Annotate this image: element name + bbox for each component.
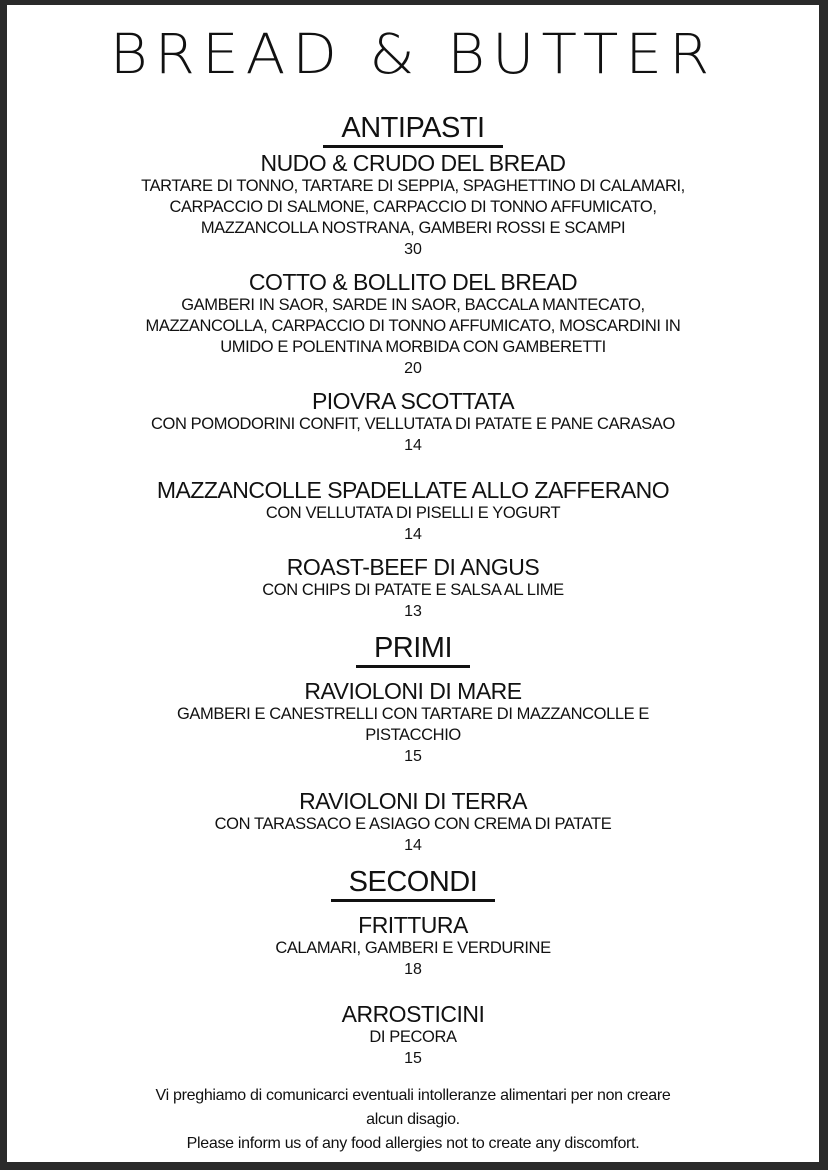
description-line: CON CHIPS DI PATATE E SALSA AL LIME [262, 581, 564, 599]
description-line: DI PECORA [369, 1028, 457, 1046]
menu-item [7, 1001, 819, 1070]
section-antipasti [7, 111, 819, 623]
item-name: RAVIOLONI DI MARE [304, 678, 522, 704]
item-description [7, 176, 819, 239]
section-heading: PRIMI [356, 631, 470, 668]
menu-content [7, 111, 819, 1156]
item-price: 30 [404, 241, 422, 258]
description-line: CALAMARI, GAMBERI E VERDURINE [275, 939, 551, 957]
item-name: PIOVRA SCOTTATA [311, 388, 515, 414]
section-heading: ANTIPASTI [323, 111, 502, 148]
description-line: GAMBERI E CANESTRELLI CON TARTARE DI MAZZANCOLLE E [176, 705, 650, 723]
item-name: RAVIOLONI DI TERRA [299, 788, 527, 814]
item-description [7, 414, 819, 435]
menu-item [7, 269, 819, 380]
item-price: 15 [404, 1050, 422, 1067]
item-name: FRITTURA [358, 912, 468, 938]
menu-item [7, 477, 819, 546]
item-description [7, 503, 819, 524]
description-line: GAMBERI IN SAOR, SARDE IN SAOR, BACCALA MANTECATO, [181, 296, 645, 314]
menu-item [7, 150, 819, 261]
item-name: MAZZANCOLLE SPADELLATE ALLO ZAFFERANO [156, 477, 670, 503]
item-description [7, 704, 819, 746]
description-line: CARPACCIO DI SALMONE, CARPACCIO DI TONNO AFFUMICATO, [169, 198, 657, 216]
item-name: NUDO & CRUDO DEL BREAD [260, 150, 566, 176]
item-name: COTTO & BOLLITO DEL BREAD [248, 269, 578, 295]
item-description [7, 814, 819, 835]
item-description [7, 1027, 819, 1048]
menu-item [7, 388, 819, 457]
item-price: 18 [404, 961, 422, 978]
item-price: 14 [404, 837, 422, 854]
allergy-note [93, 1084, 733, 1156]
section-heading: SECONDI [331, 865, 496, 902]
allergy-note-english: Please inform us of any food allergies not to create any discomfort. [186, 1135, 640, 1152]
description-line: CON VELLUTATA DI PISELLI E YOGURT [265, 504, 561, 522]
menu-item [7, 678, 819, 768]
section-secondi [7, 865, 819, 1070]
restaurant-title: BREAD & BUTTER [109, 21, 717, 87]
description-line: PISTACCHIO [365, 726, 461, 744]
item-price: 20 [404, 360, 422, 377]
item-price: 14 [404, 437, 422, 454]
description-line: MAZZANCOLLA NOSTRANA, GAMBERI ROSSI E SCAMPI [200, 219, 626, 237]
menu-item [7, 788, 819, 857]
menu-item [7, 554, 819, 623]
item-name: ROAST-BEEF DI ANGUS [286, 554, 540, 580]
item-description [7, 580, 819, 601]
description-line: TARTARE DI TONNO, TARTARE DI SEPPIA, SPAGHETTINO DI CALAMARI, [141, 177, 685, 195]
item-description [7, 938, 819, 959]
description-line: CON POMODORINI CONFIT, VELLUTATA DI PATATE E PANE CARASAO [151, 415, 675, 433]
description-line: MAZZANCOLLA, CARPACCIO DI TONNO AFFUMICATO, MOSCARDINI IN [145, 317, 681, 335]
item-price: 15 [404, 748, 422, 765]
item-price: 13 [404, 603, 422, 620]
item-description [7, 295, 819, 358]
description-line: CON TARASSACO E ASIAGO CON CREMA DI PATATE [214, 815, 612, 833]
allergy-note-italian-line: alcun disagio. [366, 1111, 460, 1128]
section-primi [7, 631, 819, 857]
description-line: UMIDO E POLENTINA MORBIDA CON GAMBERETTI [220, 338, 606, 356]
item-name: ARROSTICINI [341, 1001, 485, 1027]
menu-page [7, 5, 819, 1162]
item-price: 14 [404, 526, 422, 543]
allergy-note-italian-line: Vi preghiamo di comunicarci eventuali intolleranze alimentari per non creare [155, 1087, 671, 1104]
menu-item [7, 912, 819, 981]
